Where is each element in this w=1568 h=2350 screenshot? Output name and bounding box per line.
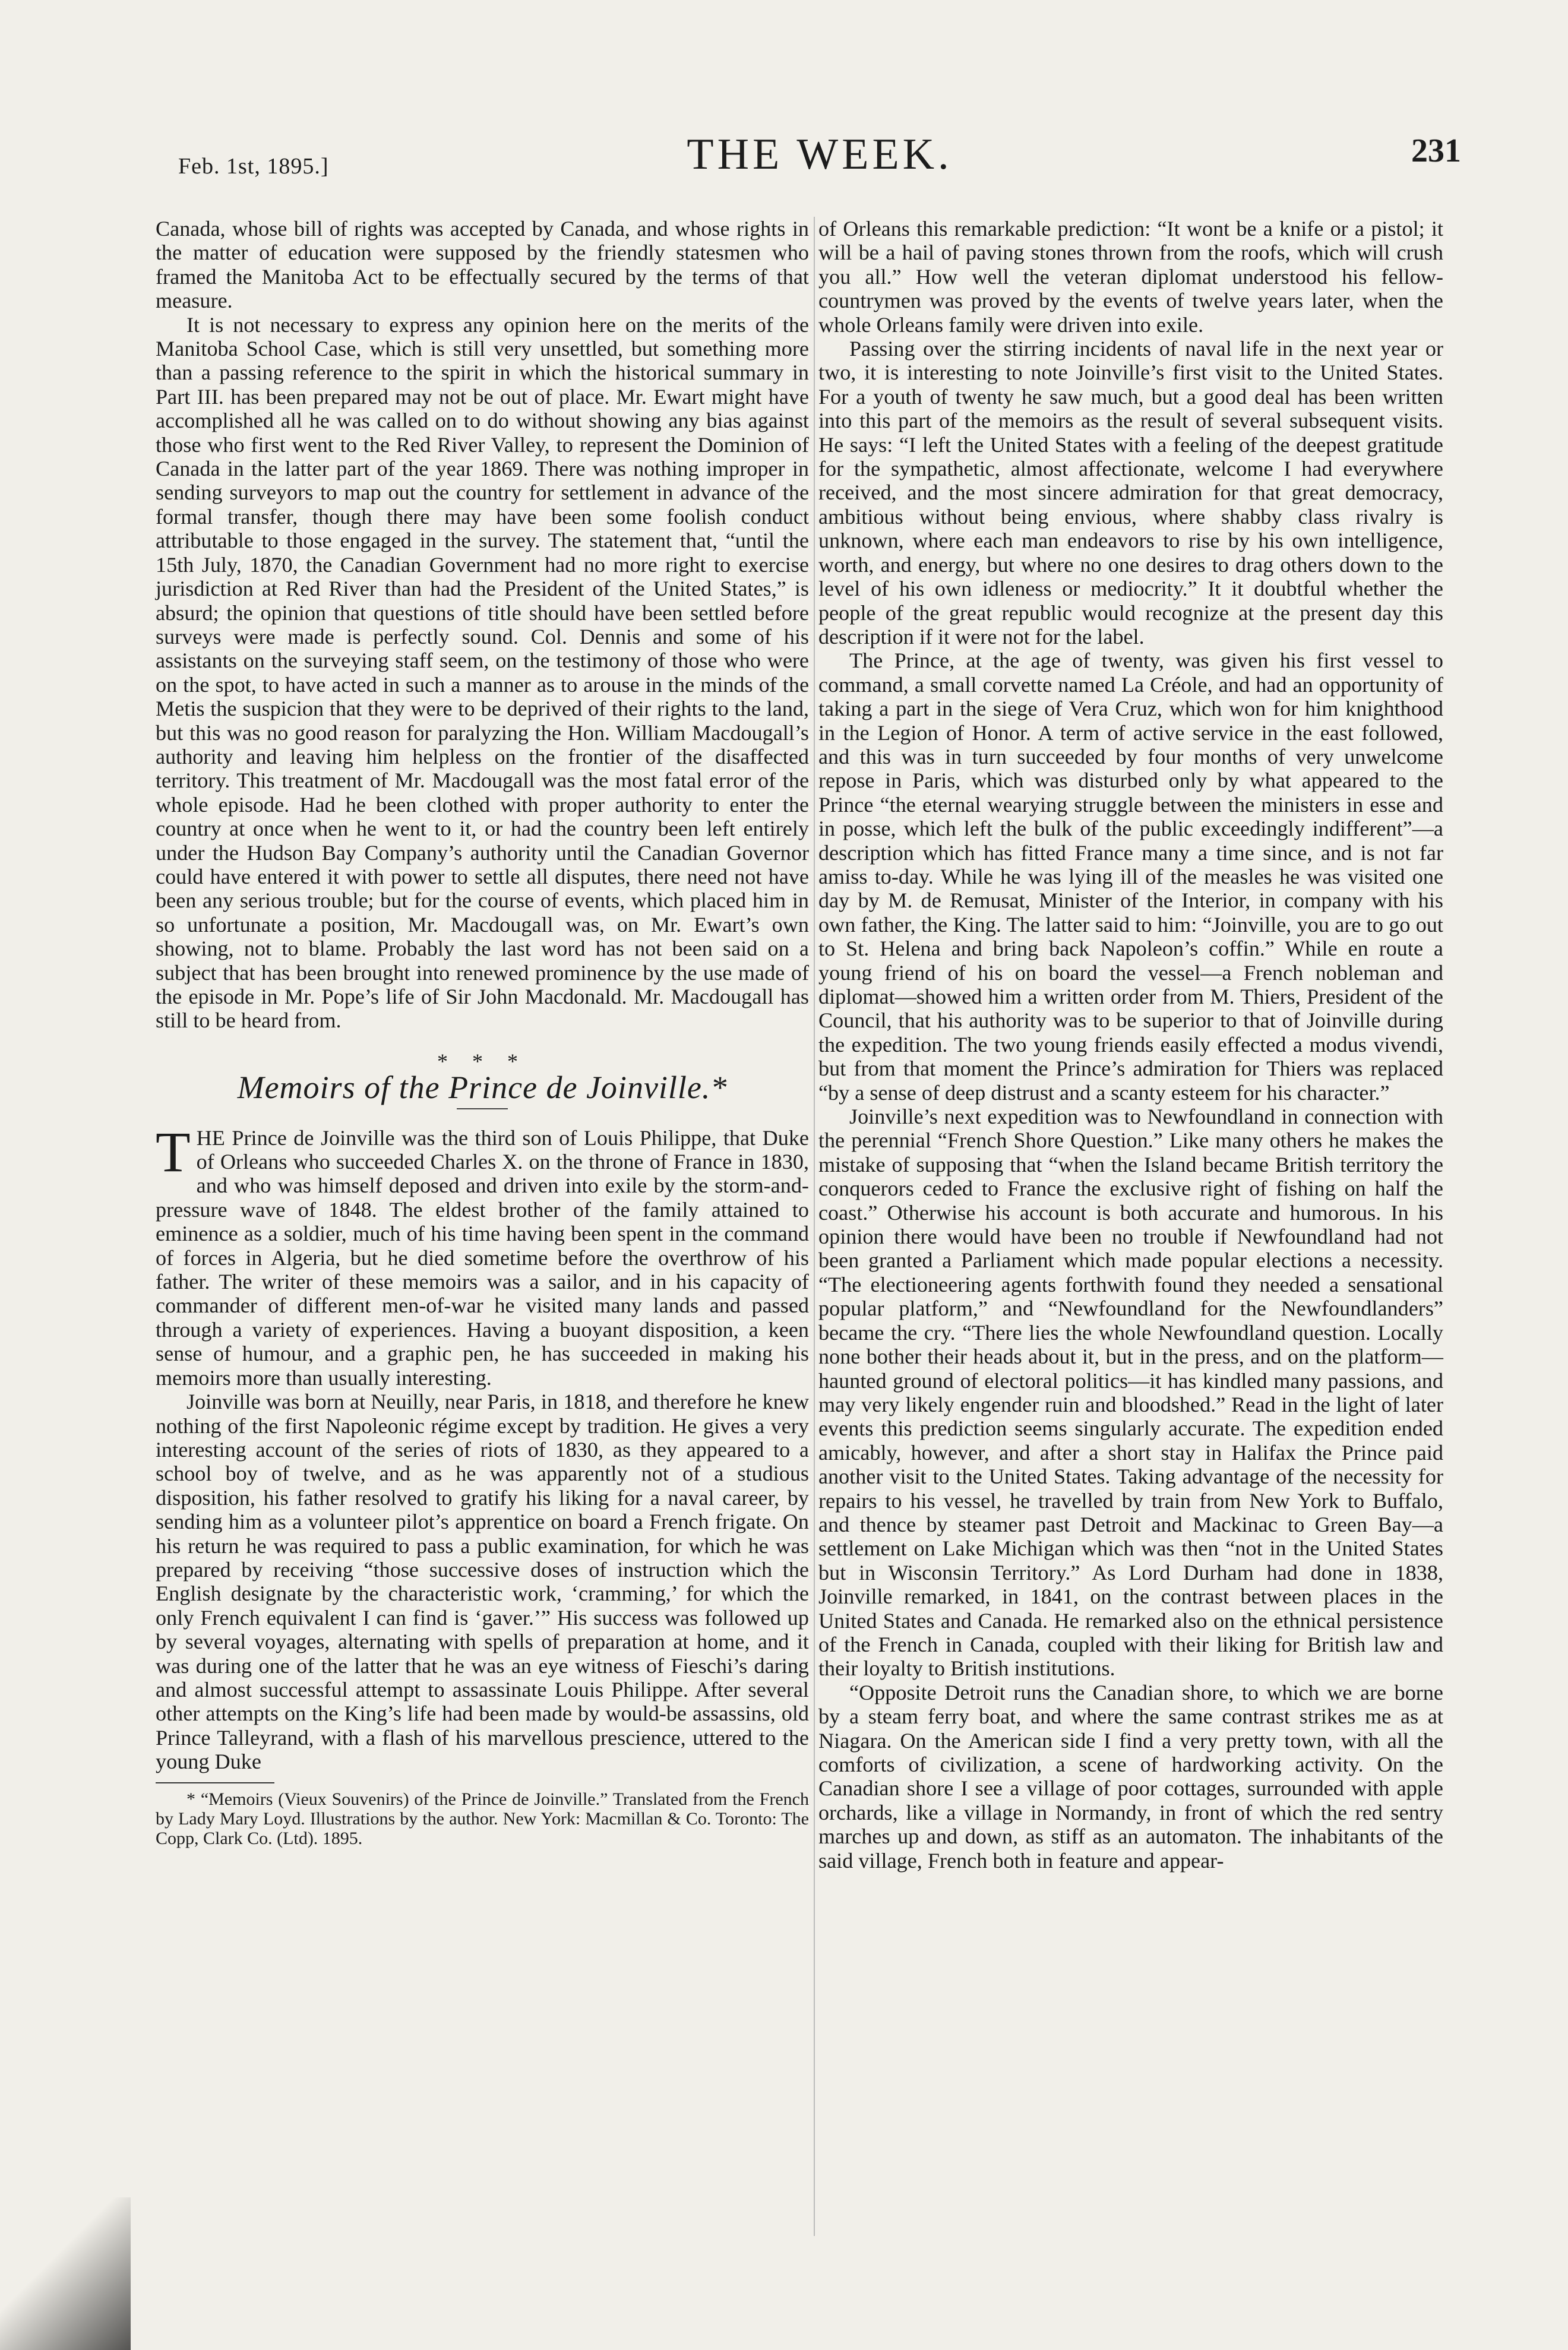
masthead-title: THE WEEK. bbox=[687, 130, 953, 179]
paragraph: “Opposite Detroit runs the Canadian shore, to which we are borne by a steam ferry boat, and where the same contrast strikes me as at Niagara. On the American side I find a very pretty town, with all the comforts of civilization, a scene of hardworking activity. On the Canadian shore I see a village of poor cottages, surrounded with apple orchards, like a village in Normandy, in front of which the red sentry marches up and down, as stiff as an automaton. The inhabitants of the said village, French both in feature and appear- bbox=[818, 1680, 1443, 1873]
left-column bbox=[156, 217, 809, 1848]
page-number: 231 bbox=[1411, 132, 1461, 169]
column-divider bbox=[814, 217, 815, 2236]
paragraph: of Orleans this remarkable prediction: “It wont be a knife or a pistol; it will be a hail of paving stones thrown from the roofs, which will crush you all.” How well the veteran diplomat understood his fellow-countrymen was proved by the events of twelve years later, when the whole Orleans family were driven into exile. bbox=[818, 217, 1443, 337]
paragraph: Canada, whose bill of rights was accepted by Canada, and whose rights in the matter of education were supposed by the friendly statesmen who framed the Manitoba Act to be effectually secured by the terms of that measure. bbox=[156, 217, 809, 313]
page-edge-shadow bbox=[0, 2197, 131, 2350]
drop-cap: T bbox=[156, 1119, 191, 1184]
paragraph-text: HE Prince de Joinville was the third son of Louis Philippe, that Duke of Orleans who succeeded Charles X. on the throne of France in 1830, and who was himself deposed and driven into exile by the storm-and-pressure wave of 1848. The eldest brother of the family attained to eminence as a soldier, much of his time having been spent in the command of forces in Algeria, but he died sometime before the overthrow of his father. The writer of these memoirs was a sailor, and in his capacity of commander of different men-of-war he visited many lands and passed through a variety of experiences. Having a buoyant disposition, a keen sense of humour, and a graphic pen, he has succeeded in making his memoirs more than usually interesting. bbox=[156, 1125, 809, 1390]
paragraph: It is not necessary to express any opinion here on the merits of the Manitoba School Case, which is still very unsettled, but something more than a passing reference to the spirit in which the historical summary in Part III. has been prepared may not be out of place. Mr. Ewart might have accomplished all he was called on to do without showing any bias against those who first went to the Red River Valley, to represent the Dominion of Canada in the latter part of the year 1869. There was nothing improper in sending surveyors to map out the country for settlement in advance of the formal transfer, though there may have been some foolish conduct attributable to those engaged in the survey. The statement that, “until the 15th July, 1870, the Canadian Government had no more right to exercise jurisdiction at Red River than had the President of the United States,” is absurd; the opinion that questions of title should have been settled before surveys were made is perfectly sound. Col. Dennis and some of his assistants on the surveying staff seem, on the testimony of those who were on the spot, to have acted in such a manner as to arouse in the minds of the Metis the suspicion that they were to be deprived of their rights to the land, but this was no good reason for paralyzing the Hon. William Macdougall’s authority and leaving him helpless on the frontier of the disaffected territory. This treatment of Mr. Macdougall was the most fatal error of the whole episode. Had he been clothed with proper authority to enter the country at once when he went to it, or had the country been left entirely under the Hudson Bay Company’s authority until the Canadian Governor could have entered it with power to settle all disputes, there need not have been any serious trouble; but for the course of events, which placed him in so unfortunate a position, Mr. Macdougall was, on Mr. Ewart’s own showing, not to blame. Probably the last word has not been said on a subject that has been brought into renewed prominence by the use made of the episode in Mr. Pope’s life of Sir John Macdonald. Mr. Macdougall has still to be heard from. bbox=[156, 312, 809, 1033]
right-column bbox=[818, 217, 1443, 1873]
paragraph: Joinville’s next expedition was to Newfoundland in connection with the perennial “French Shore Question.” Like many others he makes the mistake of supposing that “when the Island became British territory the conquerors ceded to France the exclusive right of fishing on half the coast.” Otherwise his account is both accurate and humorous. In his opinion there would have been no trouble if Newfoundland had not been granted a Parliament which made popular elections a necessity. “The electioneering agents forthwith found they needed a sensational popular platform,” and “Newfoundland for the Newfoundlanders” became the cry. “There lies the whole Newfoundland question. Locally none bother their heads about it, but in the press, and on the platform—haunted ground of electoral politics—it has kindled many passions, and may very likely engender ruin and bloodshed.” Read in the light of later events this prediction seems singularly accurate. The expedition ended amicably, however, and after a short stay in Halifax the Prince paid another visit to the United States. Taking advantage of the necessity for repairs to his vessel, he travelled by train from New York to Buffalo, and thence by steamer past Detroit and Mackinac to Green Bay—a settlement on Lake Michigan which was then “not in the United States but in Wisconsin Territory.” As Lord Durham had done in 1838, Joinville remarked, in 1841, on the contrast between places in the United States and Canada. He remarked also on the ethnical persistence of the French in Canada, coupled with their liking for British law and their loyalty to British institutions. bbox=[818, 1105, 1443, 1681]
paragraph: Joinville was born at Neuilly, near Paris, in 1818, and therefore he knew nothing of the first Napoleonic régime except by tradition. He gives a very interesting account of the series of riots of 1830, as they appeared to a school boy of twelve, and as he was apparently not of a studious disposition, his father resolved to gratify his liking for a naval career, by sending him as a volunteer pilot’s apprentice on board a French frigate. On his return he was required to pass a public examination, for which he was prepared by receiving “those successive doses of instruction which the English designate by the characteristic work, ‘cramming,’ for which the only French equivalent I can find is ‘gaver.’” His success was followed up by several voyages, alternating with spells of preparation at home, and it was during one of the latter that he was an eye witness of Fieschi’s daring and almost successful attempt to assassinate Louis Philippe. After several other attempts on the King’s life had been made by would-be assassins, old Prince Talleyrand, with a flash of his marvellous prescience, uttered to the young Duke bbox=[156, 1390, 809, 1774]
issue-date: Feb. 1st, 1895.] bbox=[178, 154, 329, 179]
footnote: * “Memoirs (Vieux Souvenirs) of the Prince de Joinville.” Translated from the French by Lady Mary Loyd. Illustrations by the author. New York: Macmillan & Co. Toronto: The Copp, Clark Co. (Ltd). 1895. bbox=[156, 1789, 809, 1848]
paragraph bbox=[156, 1119, 809, 1390]
page-header bbox=[178, 129, 1461, 177]
footnote-rule bbox=[156, 1782, 274, 1783]
article-heading: Memoirs of the Prince de Joinville.* bbox=[237, 1070, 728, 1106]
heading-rule bbox=[457, 1108, 508, 1109]
paragraph: The Prince, at the age of twenty, was given his first vessel to command, a small corvette named La Créole, and had an opportunity of taking a part in the siege of Vera Cruz, which won for him knighthood in the Legion of Honor. A term of active service in the east followed, and this was in turn succeeded by four months of very unwelcome repose in Paris, which was disturbed only by what appeared to the Prince “the eternal wearying struggle between the ministers in esse and in posse, which left the bulk of the public exceedingly indifferent”—a description which has fitted France many a time since, and is not far amiss to-day. While he was lying ill of the measles he was visited one day by M. de Remusat, Minister of the Interior, in company with his own father, the King. The latter said to him: “Joinville, you are to go out to St. Helena and bring back Napoleon’s coffin.” While en route a young friend of his on board the vessel—a French nobleman and diplomat—showed him a written order from M. Thiers, President of the Council, that his authority was to be superior to that of Joinville during the expedition. The two young friends easily effected a modus vivendi, but from that moment the Prince’s admiration for Thiers was replaced “by a sense of deep distrust and a scanty esteem for his character.” bbox=[818, 649, 1443, 1105]
paragraph: Passing over the stirring incidents of naval life in the next year or two, it is interesting to note Joinville’s first visit to the United States. For a youth of twenty he saw much, but a good deal has been written into this part of the memoirs as the result of several subsequent visits. He says: “I left the United States with a feeling of the deepest gratitude for the sympathetic, almost affectionate, welcome I had everywhere received, and the most sincere admiration for that great democracy, ambitious without being envious, where shabby class rivalry is unknown, where each man endeavors to rise by his own intelligence, worth, and energy, but where no one desires to drag others down to the level of his own idleness or mediocrity.” It it doubtful whether the people of the great republic would recognize at the present day this description if it were not for the label. bbox=[818, 337, 1443, 649]
section-separator: * * * bbox=[437, 1049, 527, 1073]
